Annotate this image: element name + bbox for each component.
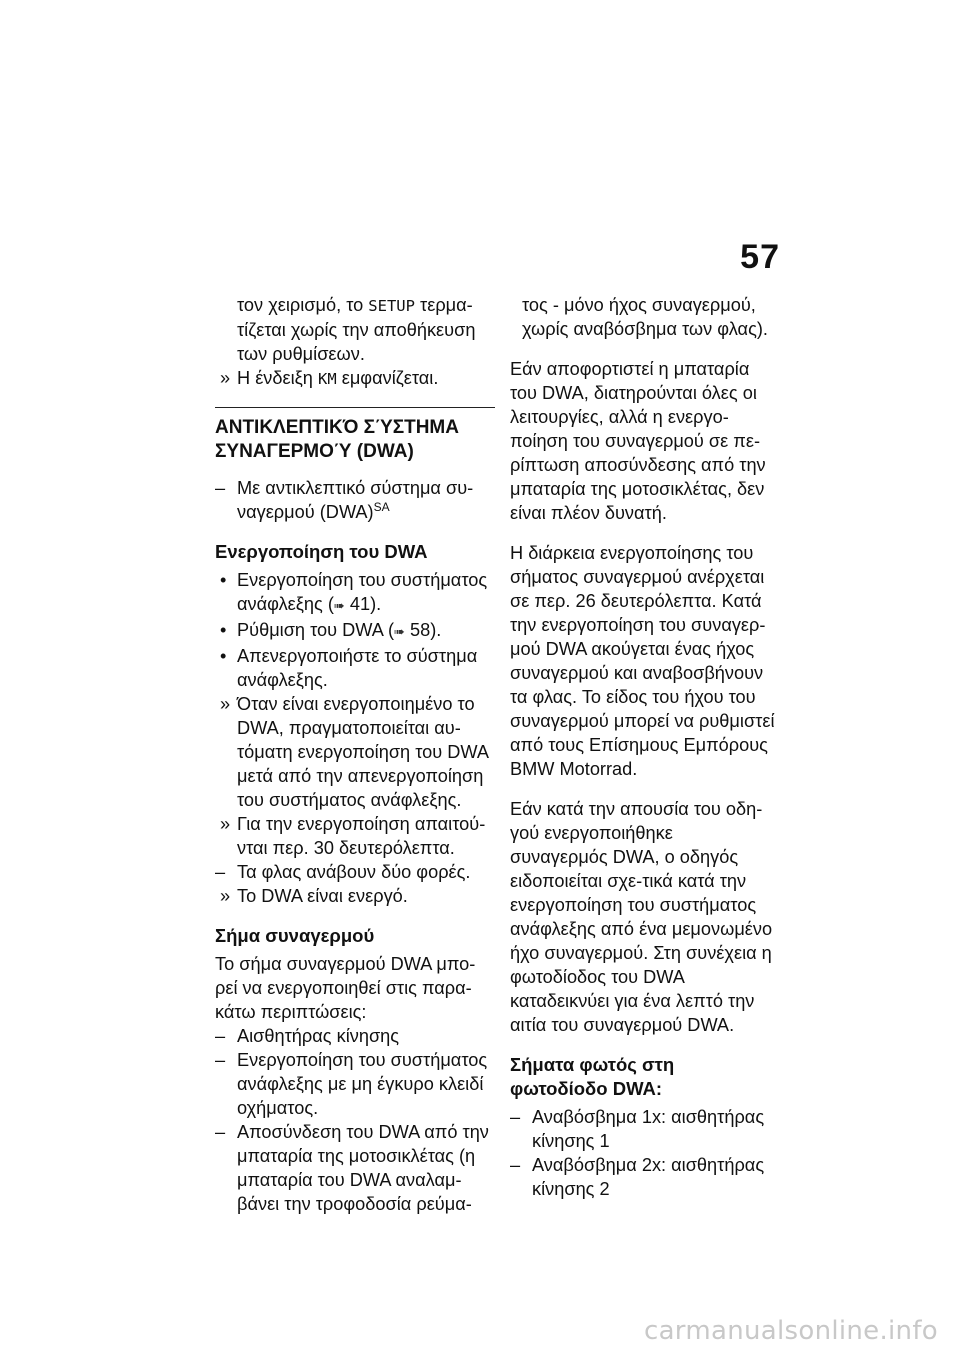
page-number: 57: [740, 238, 780, 276]
dash-item: – Τα φλας ανάβουν δύο φορές.: [215, 862, 471, 882]
result-arrow-icon: »: [220, 368, 231, 388]
led-heading: Σήματα φωτός στη φωτοδίοδο DWA:: [510, 1054, 675, 1099]
step-item: • Ενεργοποίηση του συστήματος ανάφλεξης (➠ 41).: [215, 568, 495, 618]
bullet-icon: •: [220, 620, 227, 640]
dash-marker-icon: –: [510, 1107, 521, 1127]
bullet-icon: •: [220, 570, 227, 590]
intro-text: τον χειρισμό, το SETUP τερμα-τίζεται χωρίς την αποθήκευση των ρυθμίσεων.: [237, 295, 476, 364]
section-heading: ΑΝΤΙΚΛΕΠΤΙΚΌ ΣΎΣΤΗΜΑ ΣΥΝΑΓΕΡΜΟΎ (DWA): [215, 407, 495, 464]
result-item: » Όταν είναι ενεργοποιημένο το DWA, πραγματοποιείται αυ-τόματη ενεργοποίηση του DWA μετά από την απενεργοποίηση του συστήματος ανάφλεξης.: [220, 694, 489, 810]
led-item: – Αναβόσβημα 1x: αισθητήρας κίνησης 1: [510, 1107, 765, 1151]
alarm-intro: Το σήμα συναγερμού DWA μπο-ρεί να ενεργοποιηθεί στις παρα-κάτω περιπτώσεις:: [215, 954, 476, 1022]
result-arrow-icon: »: [220, 886, 231, 906]
dash-marker-icon: –: [215, 1050, 226, 1070]
activation-heading: Ενεργοποίηση του DWA: [215, 541, 428, 562]
dash-marker-icon: –: [215, 478, 226, 498]
page-ref-arrow-icon: ➠: [333, 598, 345, 613]
watermark: carmanualsonline.info: [643, 1316, 938, 1346]
dash-marker-icon: –: [215, 862, 226, 882]
step-item: • Απενεργοποιήστε το σύστημα ανάφλεξης.: [220, 646, 478, 690]
result-arrow-icon: »: [220, 694, 231, 714]
left-column: [215, 293, 495, 1216]
battery-paragraph: Εάν αποφορτιστεί η μπαταρία του DWA, διατηρούνται όλες οι λειτουργίες, αλλά η ενεργο-ποίηση του συναγερμού σε πε-ρίπτωση αποσύνδεσης από την μπαταρία της μοτοσικλέτας, δεν είναι πλέον δυνατή.: [510, 359, 766, 523]
case-item: – Αποσύνδεση του DWA από την μπαταρία της μοτοσικλέτας (η μπαταρία του DWA αναλαμ-βάνει την τροφοδοσία ρεύμα-: [215, 1122, 489, 1214]
page-ref-arrow-icon: ➠: [394, 624, 405, 639]
alarm-notice-paragraph: Εάν κατά την απουσία του οδη-γού ενεργοποιήθηκε συναγερμός DWA, ο οδηγός ειδοποιείται σχε-τικά κατά την ενεργοποίηση του συστήματος ανάφλεξης από ένα μεμονωμένο ήχο συναγερμού. Στη συνέχεια η φωτοδίοδος του DWA καταδεικνύει για ένα λεπτό την αιτία του συναγερμού DWA.: [510, 799, 773, 1035]
result-item: » Για την ενεργοποίηση απαιτού-νται περ. 30 δευτερόλεπτα.: [220, 814, 486, 858]
page-ref: 41: [349, 594, 371, 614]
bullet-icon: •: [220, 646, 227, 666]
alarm-heading: Σήμα συναγερμού: [215, 925, 375, 946]
sa-option-item: – Με αντικλεπτικό σύστημα συ-ναγερμού (DWA)$^{SA}$: [215, 478, 474, 522]
dash-marker-icon: –: [215, 1026, 226, 1046]
led-item: – Αναβόσβημα 2x: αισθητήρας κίνησης 2: [510, 1155, 765, 1199]
dash-marker-icon: –: [215, 1122, 226, 1142]
step-item: • Ρύθμιση του DWA (➠ 58).: [215, 618, 495, 644]
dash-marker-icon: –: [510, 1155, 521, 1175]
page-ref: 58: [409, 620, 431, 640]
right-column: [510, 293, 775, 1201]
result-item: » Η ένδειξη KM εμφανίζεται.: [220, 368, 439, 388]
result-arrow-icon: »: [220, 814, 231, 834]
case-item: – Ενεργοποίηση του συστήματος ανάφλεξης με μη έγκυρο κλειδί οχήματος.: [215, 1050, 488, 1118]
km-code: KM: [317, 370, 337, 388]
setup-code: SETUP: [368, 297, 415, 315]
case-continuation: τος - μόνο ήχος συναγερμού, χωρίς αναβόσβημα των φλας).: [522, 295, 768, 339]
case-item: – Αισθητήρας κίνησης: [215, 1026, 400, 1046]
alarm-duration-paragraph: Η διάρκεια ενεργοποίησης του σήματος συναγερμού ανέρχεται σε περ. 26 δευτερόλεπτα. Κατά την ενεργοποίηση του συναγερ-μού DWA ακούγεται ένας ήχος συναγερμού και αναβοσβήνουν τα φλας. Το είδος του ήχου του συναγερμού μπορεί να ρυθμιστεί από τους Επίσημους Εμπόρους BMW Motorrad.: [510, 543, 775, 779]
sa-superscript: SA: [373, 499, 390, 514]
result-item: » Το DWA είναι ενεργό.: [220, 886, 408, 906]
